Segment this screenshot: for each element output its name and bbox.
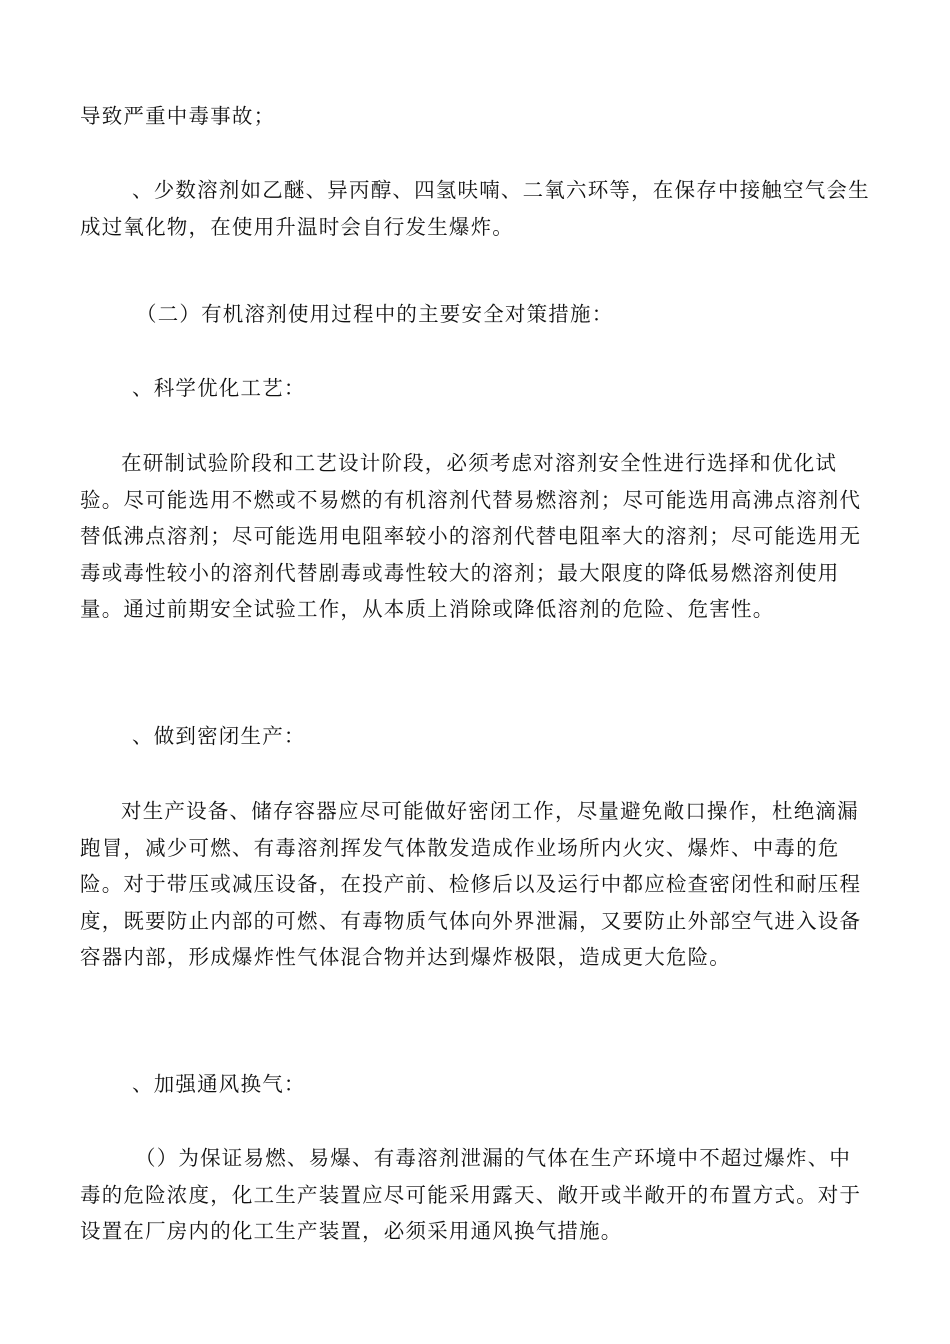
paragraph-peroxide-solvents: 、少数溶剂如乙醚、异丙醇、四氢呋喃、二氧六环等，在保存中接触空气会生成过氧化物，在使用升温时会自行发生爆炸。	[80, 178, 870, 239]
paragraph-poisoning-accident-end: 导致严重中毒事故；	[80, 104, 276, 128]
paragraph-closed-production: 对生产设备、储存容器应尽可能做好密闭工作，尽量避免敞口操作，杜绝滴漏跑冒，减少可燃、有毒溶剂挥发气体散发造成作业场所内火灾、爆炸、中毒的危险。对于带压或减压设备，在投产前、检修后以及运行中都应检查密闭性和耐压程度，既要防止内部的可燃、有毒物质气体向外界泄漏，又要防止外部空气进入设备容器内部，形成爆炸性气体混合物并达到爆炸极限，造成更大危险。	[80, 799, 862, 969]
paragraph-optimize-process: 在研制试验阶段和工艺设计阶段，必须考虑对溶剂安全性进行选择和优化试验。尽可能选用不燃或不易燃的有机溶剂代替易燃溶剂；尽可能选用高沸点溶剂代替低沸点溶剂；尽可能选用电阻率较小的溶剂代替电阻率大的溶剂；尽可能选用无毒或毒性较小的溶剂代替剧毒或毒性较大的溶剂；最大限度的降低易燃溶剂使用量。通过前期安全试验工作，从本质上消除或降低溶剂的危险、危害性。	[80, 451, 862, 621]
section-heading-safety-measures: （二）有机溶剂使用过程中的主要安全对策措施：	[136, 302, 614, 326]
subheading-optimize-process: 、科学优化工艺：	[132, 376, 306, 400]
subheading-ventilation: 、加强通风换气：	[132, 1072, 306, 1096]
paragraph-ventilation: （）为保证易燃、易爆、有毒溶剂泄漏的气体在生产环境中不超过爆炸、中毒的危险浓度，化工生产装置应尽可能采用露天、敞开或半敞开的布置方式。对于设置在厂房内的化工生产装置，必须采用通风换气措施。	[80, 1146, 862, 1243]
subheading-closed-production: 、做到密闭生产：	[132, 724, 306, 748]
